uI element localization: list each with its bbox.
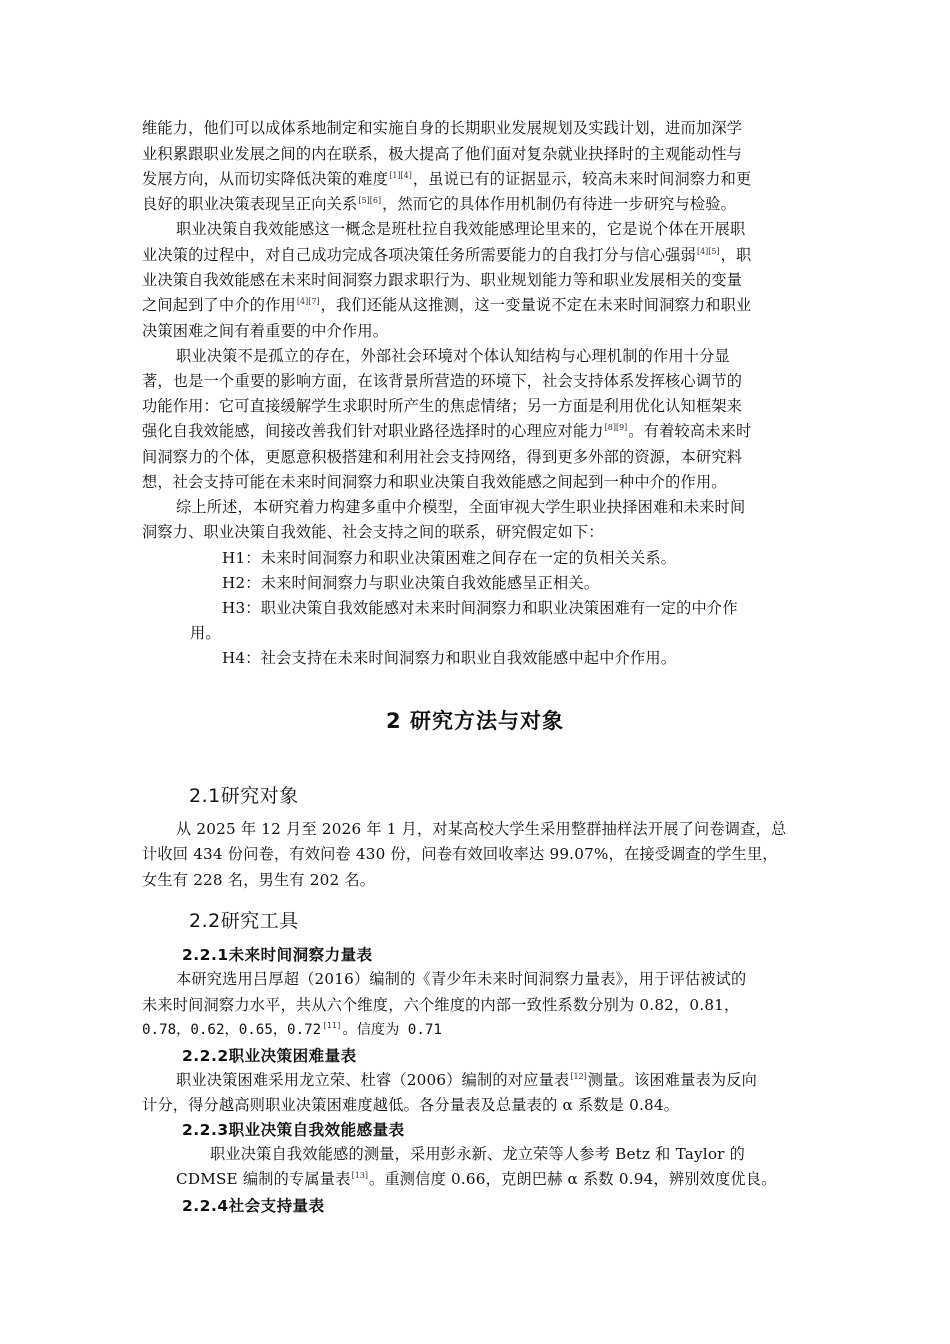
text-span: 业决策的过程中，对自己成功完成各项决策任务所需要能力的自我打分与信心强弱 xyxy=(142,246,696,264)
hypothesis-h3-continued: 用。 xyxy=(190,624,221,642)
citation: [4][5] xyxy=(696,246,720,256)
hypothesis-h4: H4：社会支持在未来时间洞察力和职业自我效能感中起中介作用。 xyxy=(222,649,677,667)
text-span: 之间起到了中介的作用 xyxy=(142,296,296,314)
text-span: 强化自我效能感，间接改善我们针对职业路径选择时的心理应对能力 xyxy=(142,422,604,440)
text-span: ，虽说已有的证据显示，较高未来时间洞察力和更 xyxy=(412,170,752,188)
citation: [11] xyxy=(322,1021,342,1031)
subsubsection-heading-2-2-3: 2.2.3职业决策自我效能感量表 xyxy=(182,1121,405,1139)
text-line xyxy=(142,1019,442,1041)
text-line: 业积累跟职业发展之间的内在联系，极大提高了他们面对复杂就业抉择时的主观能动性与 xyxy=(142,145,743,163)
text-line: 从 2025 年 12 月至 2026 年 1 月，对某高校大学生采用整群抽样法开展了问卷调查，总 xyxy=(176,820,787,838)
text-span: ，然而它的具体作用机制仍有待进一步研究与检验。 xyxy=(382,195,737,213)
text-span: 。信度为 0.71 xyxy=(342,1022,442,1038)
text-line xyxy=(142,420,751,442)
text-span: 。重测信度 0.66，克朗巴赫 α 系数 0.94，辨别效度优良。 xyxy=(369,1170,777,1188)
subsection-heading-2-2: 2.2研究工具 xyxy=(189,910,299,932)
hypothesis-h3: H3：职业决策自我效能感对未来时间洞察力和职业决策困难有一定的中介作 xyxy=(222,599,738,617)
citation: [13] xyxy=(351,1170,369,1180)
text-span: 。有着较高未来时 xyxy=(628,422,752,440)
citation: [8][9] xyxy=(604,422,628,432)
text-line: 洞察力、职业决策自我效能、社会支持之间的联系，研究假定如下： xyxy=(142,523,604,541)
subsubsection-heading-2-2-1: 2.2.1未来时间洞察力量表 xyxy=(182,946,373,964)
text-span: 测量。该困难量表为反向 xyxy=(587,1071,758,1089)
text-line: 决策困难之间有着重要的中介作用。 xyxy=(142,322,389,340)
text-line: 间洞察力的个体，更愿意积极搭建和利用社会支持网络，得到更多外部的资源，本研究料 xyxy=(142,448,743,466)
section-title: 2 研究方法与对象 xyxy=(386,709,564,733)
text-line: 职业决策自我效能感这一概念是班杜拉自我效能感理论里来的，它是说个体在开展职 xyxy=(176,220,746,238)
text-span: ，我们还能从这推测，这一变量说不定在未来时间洞察力和职业 xyxy=(320,296,752,314)
text-line: 业决策自我效能感在未来时间洞察力跟求职行为、职业规划能力等和职业发展相关的变量 xyxy=(142,271,743,289)
text-line xyxy=(142,294,751,316)
text-line xyxy=(176,1069,757,1091)
text-span: 0.78，0.62，0.65，0.72 xyxy=(142,1022,322,1038)
text-line xyxy=(142,193,736,215)
text-span: ，职 xyxy=(720,246,752,264)
text-line: 女生有 228 名，男生有 202 名。 xyxy=(142,871,376,889)
text-span: CDMSE 编制的专属量表 xyxy=(176,1170,351,1188)
subsubsection-heading-2-2-4: 2.2.4社会支持量表 xyxy=(182,1197,325,1215)
text-line: 计分，得分越高则职业决策困难度越低。各分量表及总量表的 α 系数是 0.84。 xyxy=(142,1096,680,1114)
text-line: 未来时间洞察力水平，共从六个维度，六个维度的内部一致性系数分别为 0.82，0.81， xyxy=(142,996,740,1014)
text-line: 计收回 434 份问卷，有效问卷 430 份，问卷有效回收率达 99.07%，在接受调查的学生里， xyxy=(142,845,778,863)
text-line: 职业决策自我效能感的测量，采用彭永新、龙立荣等人参考 Betz 和 Taylor 的 xyxy=(210,1145,746,1163)
text-span: 良好的职业决策表现呈正向关系 xyxy=(142,195,358,213)
citation: [1][4] xyxy=(389,170,412,180)
citation: [5][6] xyxy=(358,195,382,205)
citation: [4][7] xyxy=(296,296,320,306)
text-line xyxy=(142,168,751,190)
text-line: 综上所述，本研究着力构建多重中介模型，全面审视大学生职业抉择困难和未来时间 xyxy=(176,498,746,516)
hypothesis-h2: H2：未来时间洞察力与职业决策自我效能感呈正相关。 xyxy=(222,574,600,592)
subsection-heading-2-1: 2.1研究对象 xyxy=(189,785,299,807)
hypothesis-h1: H1：未来时间洞察力和职业决策困难之间存在一定的负相关关系。 xyxy=(222,549,677,567)
text-line: 维能力，他们可以成体系地制定和实施自身的长期职业发展规划及实践计划，进而加深学 xyxy=(142,119,743,137)
subsubsection-heading-2-2-2: 2.2.2职业决策困难量表 xyxy=(182,1047,357,1065)
text-line: 职业决策不是孤立的存在，外部社会环境对个体认知结构与心理机制的作用十分显 xyxy=(176,347,730,365)
text-line: 著，也是一个重要的影响方面，在该背景所营造的环境下，社会支持体系发挥核心调节的 xyxy=(142,372,743,390)
text-span: 发展方向，从而切实降低决策的难度 xyxy=(142,170,389,188)
text-line xyxy=(142,244,751,266)
text-line xyxy=(176,1168,777,1190)
text-line: 想，社会支持可能在未来时间洞察力和职业决策自我效能感之间起到一种中介的作用。 xyxy=(142,473,727,491)
citation: [12] xyxy=(570,1071,587,1081)
text-line: 本研究选用吕厚超（2016）编制的《青少年未来时间洞察力量表》，用于评估被试的 xyxy=(176,970,747,988)
text-span: 职业决策困难采用龙立荣、杜睿（2006）编制的对应量表 xyxy=(176,1071,570,1089)
text-line: 功能作用：它可直接缓解学生求职时所产生的焦虑情绪；另一方面是利用优化认知框架来 xyxy=(142,397,743,415)
